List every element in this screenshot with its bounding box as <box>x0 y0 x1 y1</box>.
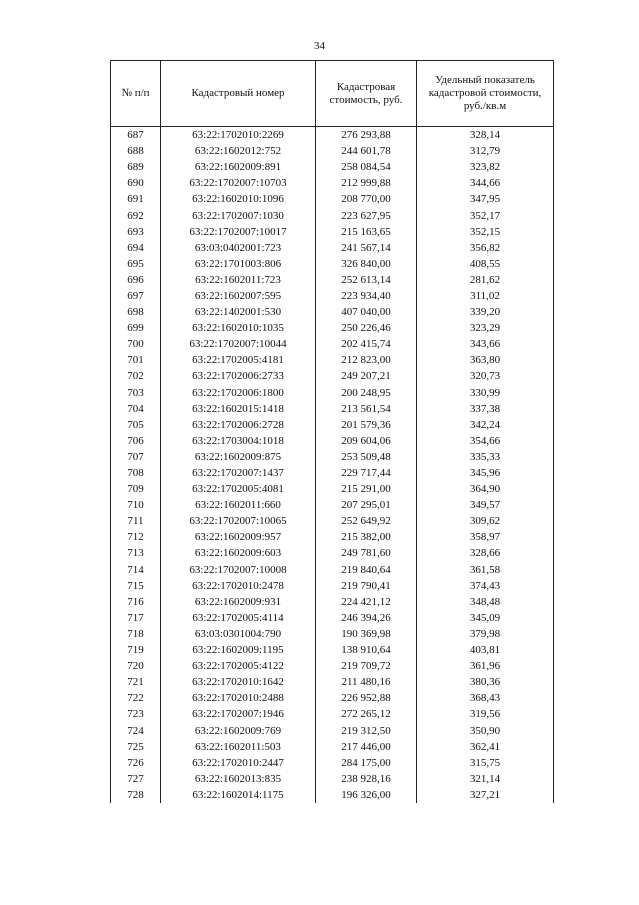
page-number: 34 <box>314 40 325 52</box>
table-row <box>111 706 554 722</box>
cadastral-number: 63:22:1602015:1418 <box>161 401 316 417</box>
cadastral-value: 224 421,12 <box>316 594 417 610</box>
table-row <box>111 352 554 368</box>
cadastral-number: 63:22:1602013:835 <box>161 771 316 787</box>
row-number: 701 <box>111 352 161 368</box>
unit-value: 361,58 <box>417 562 554 578</box>
cadastral-value: 219 312,50 <box>316 722 417 738</box>
cadastral-value: 250 226,46 <box>316 320 417 336</box>
cadastral-number: 63:22:1602009:769 <box>161 722 316 738</box>
cadastral-number: 63:22:1702006:1800 <box>161 385 316 401</box>
row-number: 712 <box>111 529 161 545</box>
unit-value: 380,36 <box>417 674 554 690</box>
unit-value: 363,80 <box>417 352 554 368</box>
table-row <box>111 690 554 706</box>
cadastral-value: 201 579,36 <box>316 417 417 433</box>
unit-value: 335,33 <box>417 449 554 465</box>
cadastral-number: 63:22:1702007:1437 <box>161 465 316 481</box>
table-row <box>111 658 554 674</box>
row-number: 719 <box>111 642 161 658</box>
table-row <box>111 336 554 352</box>
table-row <box>111 449 554 465</box>
cadastral-value: 238 928,16 <box>316 771 417 787</box>
cadastral-number: 63:22:1703004:1018 <box>161 433 316 449</box>
unit-value: 350,90 <box>417 722 554 738</box>
table-row <box>111 191 554 207</box>
cadastral-number: 63:22:1702007:1946 <box>161 706 316 722</box>
row-number: 694 <box>111 240 161 256</box>
unit-value: 327,21 <box>417 787 554 803</box>
cadastral-value: 215 382,00 <box>316 529 417 545</box>
table-row <box>111 320 554 336</box>
table-row <box>111 722 554 738</box>
row-number: 698 <box>111 304 161 320</box>
row-number: 699 <box>111 320 161 336</box>
row-number: 708 <box>111 465 161 481</box>
cadastral-value: 249 207,21 <box>316 368 417 384</box>
row-number: 705 <box>111 417 161 433</box>
cadastral-value: 219 709,72 <box>316 658 417 674</box>
cadastral-value: 219 790,41 <box>316 578 417 594</box>
cadastral-number: 63:22:1602010:1096 <box>161 191 316 207</box>
row-number: 688 <box>111 143 161 159</box>
row-number: 714 <box>111 562 161 578</box>
unit-value: 330,99 <box>417 385 554 401</box>
row-number: 687 <box>111 127 161 144</box>
row-number: 721 <box>111 674 161 690</box>
unit-value: 354,66 <box>417 433 554 449</box>
unit-value: 337,38 <box>417 401 554 417</box>
table-row <box>111 288 554 304</box>
row-number: 707 <box>111 449 161 465</box>
table-row <box>111 610 554 626</box>
row-number: 690 <box>111 175 161 191</box>
unit-value: 311,02 <box>417 288 554 304</box>
unit-value: 328,14 <box>417 127 554 144</box>
cadastral-number: 63:22:1702010:2269 <box>161 127 316 144</box>
row-number: 722 <box>111 690 161 706</box>
row-number: 728 <box>111 787 161 803</box>
unit-value: 349,57 <box>417 497 554 513</box>
header-row-number: № п/п <box>111 61 161 127</box>
table-row <box>111 175 554 191</box>
cadastral-table <box>110 60 554 803</box>
cadastral-number: 63:22:1602011:503 <box>161 739 316 755</box>
cadastral-value: 209 604,06 <box>316 433 417 449</box>
cadastral-value: 249 781,60 <box>316 545 417 561</box>
table-row <box>111 497 554 513</box>
cadastral-number: 63:22:1702007:10044 <box>161 336 316 352</box>
table-row <box>111 256 554 272</box>
table-row <box>111 368 554 384</box>
cadastral-value: 326 840,00 <box>316 256 417 272</box>
cadastral-number: 63:22:1602009:603 <box>161 545 316 561</box>
cadastral-number: 63:22:1602009:931 <box>161 594 316 610</box>
table-row <box>111 304 554 320</box>
cadastral-value: 138 910,64 <box>316 642 417 658</box>
table-row <box>111 787 554 803</box>
row-number: 713 <box>111 545 161 561</box>
header-unit-value: Удельный показатель кадастровой стоимости, руб./кв.м <box>417 61 554 127</box>
unit-value: 374,43 <box>417 578 554 594</box>
table-row <box>111 127 554 144</box>
table-header <box>111 61 554 127</box>
table-row <box>111 240 554 256</box>
row-number: 692 <box>111 207 161 223</box>
cadastral-number: 63:22:1702010:2478 <box>161 578 316 594</box>
table-row <box>111 562 554 578</box>
cadastral-value: 252 613,14 <box>316 272 417 288</box>
cadastral-number: 63:22:1702010:2488 <box>161 690 316 706</box>
table-row <box>111 481 554 497</box>
unit-value: 312,79 <box>417 143 554 159</box>
table-row <box>111 771 554 787</box>
row-number: 724 <box>111 722 161 738</box>
cadastral-value: 284 175,00 <box>316 755 417 771</box>
row-number: 697 <box>111 288 161 304</box>
cadastral-value: 272 265,12 <box>316 706 417 722</box>
table-row <box>111 642 554 658</box>
unit-value: 362,41 <box>417 739 554 755</box>
cadastral-number: 63:22:1602014:1175 <box>161 787 316 803</box>
table-row <box>111 433 554 449</box>
unit-value: 345,96 <box>417 465 554 481</box>
table-row <box>111 739 554 755</box>
unit-value: 352,15 <box>417 224 554 240</box>
unit-value: 368,43 <box>417 690 554 706</box>
row-number: 693 <box>111 224 161 240</box>
row-number: 691 <box>111 191 161 207</box>
table-row <box>111 143 554 159</box>
table-row <box>111 272 554 288</box>
cadastral-value: 252 649,92 <box>316 513 417 529</box>
cadastral-value: 211 480,16 <box>316 674 417 690</box>
row-number: 723 <box>111 706 161 722</box>
table-row <box>111 674 554 690</box>
unit-value: 281,62 <box>417 272 554 288</box>
cadastral-number: 63:22:1702007:1030 <box>161 207 316 223</box>
unit-value: 364,90 <box>417 481 554 497</box>
cadastral-value: 223 627,95 <box>316 207 417 223</box>
unit-value: 358,97 <box>417 529 554 545</box>
row-number: 706 <box>111 433 161 449</box>
row-number: 702 <box>111 368 161 384</box>
cadastral-value: 223 934,40 <box>316 288 417 304</box>
cadastral-value: 208 770,00 <box>316 191 417 207</box>
unit-value: 343,66 <box>417 336 554 352</box>
table-row <box>111 465 554 481</box>
unit-value: 344,66 <box>417 175 554 191</box>
cadastral-value: 196 326,00 <box>316 787 417 803</box>
cadastral-number: 63:22:1602010:1035 <box>161 320 316 336</box>
row-number: 715 <box>111 578 161 594</box>
cadastral-value: 276 293,88 <box>316 127 417 144</box>
cadastral-value: 226 952,88 <box>316 690 417 706</box>
unit-value: 403,81 <box>417 642 554 658</box>
cadastral-number: 63:22:1702010:2447 <box>161 755 316 771</box>
cadastral-value: 200 248,95 <box>316 385 417 401</box>
cadastral-number: 63:22:1702007:10065 <box>161 513 316 529</box>
cadastral-number: 63:22:1702010:1642 <box>161 674 316 690</box>
cadastral-value: 202 415,74 <box>316 336 417 352</box>
unit-value: 345,09 <box>417 610 554 626</box>
unit-value: 348,48 <box>417 594 554 610</box>
row-number: 710 <box>111 497 161 513</box>
cadastral-value: 219 840,64 <box>316 562 417 578</box>
table-row <box>111 594 554 610</box>
row-number: 689 <box>111 159 161 175</box>
table-row <box>111 578 554 594</box>
cadastral-number: 63:22:1702005:4081 <box>161 481 316 497</box>
unit-value: 309,62 <box>417 513 554 529</box>
cadastral-value: 213 561,54 <box>316 401 417 417</box>
row-number: 718 <box>111 626 161 642</box>
row-number: 717 <box>111 610 161 626</box>
cadastral-number: 63:22:1602009:875 <box>161 449 316 465</box>
cadastral-number: 63:22:1702006:2728 <box>161 417 316 433</box>
cadastral-value: 207 295,01 <box>316 497 417 513</box>
row-number: 696 <box>111 272 161 288</box>
unit-value: 323,29 <box>417 320 554 336</box>
cadastral-value: 241 567,14 <box>316 240 417 256</box>
table-body <box>111 127 554 803</box>
cadastral-number: 63:22:1602011:660 <box>161 497 316 513</box>
row-number: 711 <box>111 513 161 529</box>
unit-value: 352,17 <box>417 207 554 223</box>
cadastral-number: 63:22:1702005:4122 <box>161 658 316 674</box>
unit-value: 342,24 <box>417 417 554 433</box>
cadastral-value: 246 394,26 <box>316 610 417 626</box>
table-row <box>111 385 554 401</box>
cadastral-number: 63:22:1702007:10008 <box>161 562 316 578</box>
unit-value: 315,75 <box>417 755 554 771</box>
cadastral-number: 63:22:1702005:4114 <box>161 610 316 626</box>
row-number: 727 <box>111 771 161 787</box>
cadastral-number: 63:22:1602007:595 <box>161 288 316 304</box>
table-row <box>111 545 554 561</box>
unit-value: 323,82 <box>417 159 554 175</box>
row-number: 703 <box>111 385 161 401</box>
cadastral-number: 63:22:1602009:957 <box>161 529 316 545</box>
header-cadastral-number: Кадастровый номер <box>161 61 316 127</box>
cadastral-value: 253 509,48 <box>316 449 417 465</box>
cadastral-value: 190 369,98 <box>316 626 417 642</box>
table-row <box>111 417 554 433</box>
row-number: 720 <box>111 658 161 674</box>
unit-value: 321,14 <box>417 771 554 787</box>
cadastral-number: 63:03:0301004:790 <box>161 626 316 642</box>
cadastral-value: 215 163,65 <box>316 224 417 240</box>
header-cadastral-value: Кадастровая стоимость, руб. <box>316 61 417 127</box>
table-row <box>111 224 554 240</box>
cadastral-value: 212 999,88 <box>316 175 417 191</box>
cadastral-number: 63:22:1702006:2733 <box>161 368 316 384</box>
table-row <box>111 626 554 642</box>
table-row <box>111 513 554 529</box>
cadastral-value: 258 084,54 <box>316 159 417 175</box>
cadastral-number: 63:22:1602012:752 <box>161 143 316 159</box>
cadastral-value: 229 717,44 <box>316 465 417 481</box>
cadastral-number: 63:22:1602011:723 <box>161 272 316 288</box>
cadastral-number: 63:22:1602009:1195 <box>161 642 316 658</box>
header-row <box>111 61 554 127</box>
unit-value: 379,98 <box>417 626 554 642</box>
table-row <box>111 755 554 771</box>
table-row <box>111 401 554 417</box>
cadastral-value: 217 446,00 <box>316 739 417 755</box>
row-number: 726 <box>111 755 161 771</box>
row-number: 725 <box>111 739 161 755</box>
row-number: 700 <box>111 336 161 352</box>
row-number: 704 <box>111 401 161 417</box>
unit-value: 339,20 <box>417 304 554 320</box>
cadastral-number: 63:22:1402001:530 <box>161 304 316 320</box>
row-number: 695 <box>111 256 161 272</box>
cadastral-value: 407 040,00 <box>316 304 417 320</box>
unit-value: 356,82 <box>417 240 554 256</box>
unit-value: 320,73 <box>417 368 554 384</box>
unit-value: 408,55 <box>417 256 554 272</box>
table-row <box>111 159 554 175</box>
cadastral-number: 63:22:1701003:806 <box>161 256 316 272</box>
row-number: 709 <box>111 481 161 497</box>
unit-value: 319,56 <box>417 706 554 722</box>
cadastral-value: 244 601,78 <box>316 143 417 159</box>
unit-value: 328,66 <box>417 545 554 561</box>
cadastral-number: 63:22:1702007:10703 <box>161 175 316 191</box>
table-row <box>111 529 554 545</box>
table-row <box>111 207 554 223</box>
cadastral-value: 215 291,00 <box>316 481 417 497</box>
cadastral-number: 63:22:1602009:891 <box>161 159 316 175</box>
cadastral-number: 63:03:0402001:723 <box>161 240 316 256</box>
cadastral-value: 212 823,00 <box>316 352 417 368</box>
cadastral-number: 63:22:1702007:10017 <box>161 224 316 240</box>
unit-value: 361,96 <box>417 658 554 674</box>
unit-value: 347,95 <box>417 191 554 207</box>
cadastral-number: 63:22:1702005:4181 <box>161 352 316 368</box>
row-number: 716 <box>111 594 161 610</box>
